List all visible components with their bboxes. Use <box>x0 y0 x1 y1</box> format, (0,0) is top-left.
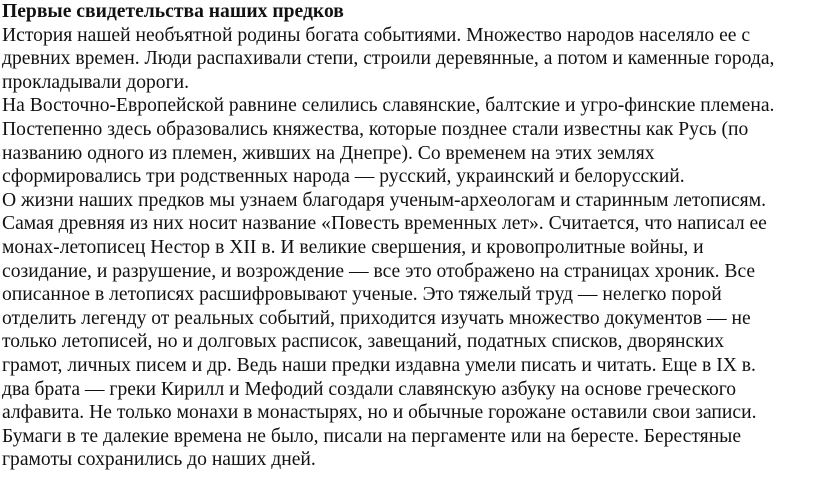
text-line: На Восточно-Европейской равнине селились славянские, балтские и угро-финские племена. <box>2 95 775 117</box>
text-line: Бумаги в те далекие времена не было, писали на пергаменте или на бересте. Берестяные <box>2 425 742 447</box>
paragraph-2 <box>2 94 814 188</box>
document-body <box>2 0 814 472</box>
text-line: сформировались три родственных народа — русский, украинский и белорусский. <box>2 166 685 188</box>
text-line: грамоты сохранились до наших дней. <box>2 449 316 471</box>
text-line: описанное в летописях расшифровывают ученые. Это тяжелый труд — нелегко порой <box>2 284 722 306</box>
text-line: прокладывали дороги. <box>2 71 190 93</box>
text-line: грамот, личных писем и др. Ведь наши предки издавна умели писать и читать. Еще в IX в. <box>2 354 756 376</box>
paragraph-1 <box>2 24 814 95</box>
document-title: Первые свидетельства наших предков <box>2 1 344 22</box>
text-line: древних времен. Люди распахивали степи, строили деревянные, а потом и каменные города, <box>2 48 775 70</box>
text-line: монах-летописец Нестор в XII в. И великие свершения, и кровопролитные войны, и <box>2 236 704 258</box>
text-line: Постепенно здесь образовались княжества, которые позднее стали известны как Русь (по <box>2 118 749 140</box>
paragraph-3 <box>2 189 814 472</box>
text-line: История нашей необъятной родины богата событиями. Множество народов населяло ее с <box>2 24 751 46</box>
text-line: названию одного из племен, живших на Днепре). Со временем на этих землях <box>2 142 655 164</box>
text-line: Самая древняя из них носит название «Повесть временных лет». Считается, что написал ее <box>2 213 767 235</box>
text-line: только летописей, но и долговых расписок, завещаний, податных списков, дворянских <box>2 331 725 353</box>
text-line: алфавита. Не только монахи в монастырях, но и обычные горожане оставили свои записи. <box>2 402 757 424</box>
text-line: два брата — греки Кирилл и Мефодий создали славянскую азбуку на основе греческого <box>2 378 737 400</box>
text-line: О жизни наших предков мы узнаем благодаря ученым-археологам и старинным летописям. <box>2 189 766 211</box>
text-line: отделить легенду от реальных событий, приходится изучать множество документов — не <box>2 307 751 329</box>
text-line: созидание, и разрушение, и возрождение — все это отображено на страницах хроник. Все <box>2 260 756 282</box>
